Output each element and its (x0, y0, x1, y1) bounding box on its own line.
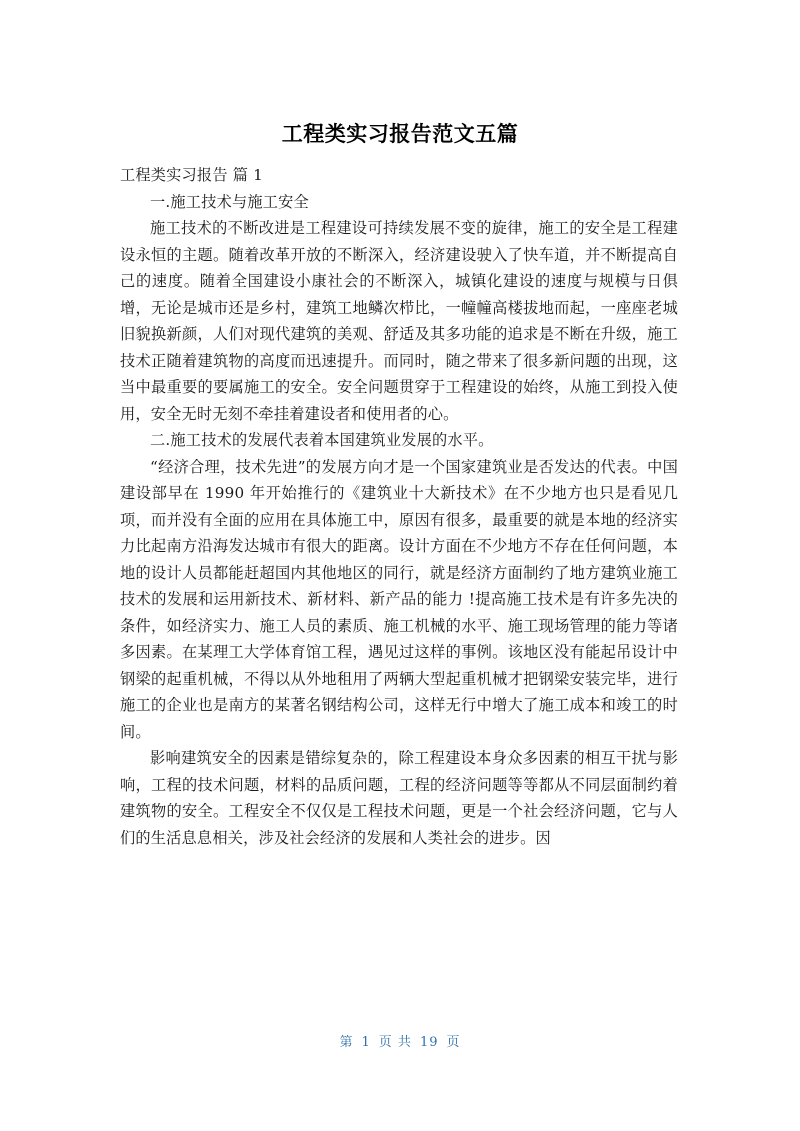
footer-suffix: 页 (446, 1035, 461, 1050)
section-label: 工程类实习报告 篇 1 (120, 166, 264, 184)
footer-page-number: 1 (361, 1035, 371, 1050)
document-title: 工程类实习报告范文五篇 (281, 122, 519, 146)
paragraph-3: 影响建筑安全的因素是错综复杂的，除工程建设本身众多因素的相互干扰与影响，工程的技术问题，材料的品质问题，工程的经济问题等等都从不同层面制约着建筑物的安全。工程安全不仅仅是工程技术问题，更是一个社会经济问题，它与人们的生活息息相关，涉及社会经济的发展和人类社会的进步。因 (120, 749, 678, 847)
footer-total-pages: 19 (419, 1035, 439, 1050)
paragraph-1: 施工技术的不断改进是工程建设可持续发展不变的旋律，施工的安全是工程建设永恒的主题。随着改革开放的不断深入，经济建设驶入了快车道，并不断提高自己的速度。随着全国建设小康社会的不断深入，城镇化建设的速度与规模与日俱增，无论是城市还是乡村，建筑工地鳞次栉比，一幢幢高楼拔地而起，一座座老城旧貌换新颜，人们对现代建筑的美观、舒适及其多功能的追求是不断在升级，施工技术正随着建筑物的高度而迅速提升。而同时，随之带来了很多新问题的出现，这当中最重要的要属施工的安全。安全问题贯穿于工程建设的始终，从施工到投入使用，安全无时无刻不牵挂着建设者和使用者的心。 (120, 219, 678, 423)
heading-construction-safety: 一.施工技术与施工安全 (150, 192, 309, 211)
paragraph-2: “经济合理，技术先进”的发展方向才是一个国家建筑业是否发达的代表。中国建设部早在 1990 年开始推行的《建筑业十大新技术》在不少地方也只是看见几项，而并没有全面的应用在具体施工中，原因有很多，最重要的就是本地的经济实力比起南方沿海发达城市有很大的距离。设计方面在不少地方不存在任何问题，本地的设计人员都能赶超国内其他地区的同行，就是经济方面制约了地方建筑业施工技术的发展和运用新技术、新材料、新产品的能力 !提高施工技术是有许多先决的条件，如经济实力、施工人员的素质、施工机械的水平、施工现场管理的能力等诸多因素。在某理工大学体育馆工程，遇见过这样的事例。该地区没有能起吊设计中钢梁的起重机械，不得以从外地租用了两辆大型起重机械才把钢梁安装完毕，进行施工的企业也是南方的某著名钢结构公司，这样无行中增大了施工成本和竣工的时间。 (120, 457, 678, 741)
page-footer (0, 1031, 800, 1050)
heading-construction-development: 二.施工技术的发展代表着本国建筑业发展的水平。 (150, 431, 494, 449)
document-body (120, 162, 678, 851)
footer-prefix: 第 (339, 1035, 354, 1050)
footer-middle: 页 共 (378, 1035, 412, 1050)
